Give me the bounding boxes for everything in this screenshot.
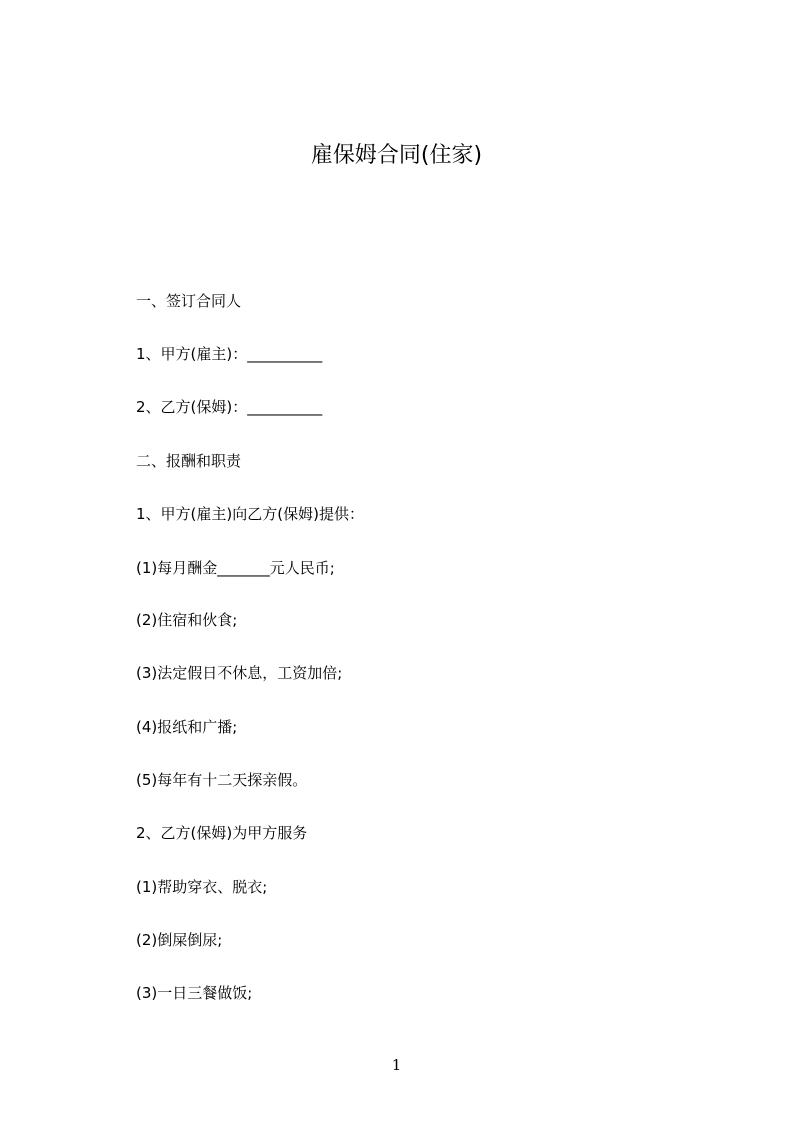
party-a-line: 1、甲方(雇主)：__________ — [136, 345, 323, 363]
list-item-holiday-pay: (3)法定假日不休息，工资加倍; — [136, 664, 343, 682]
list-item-dressing: (1)帮助穿衣、脱衣; — [136, 878, 268, 896]
list-item-room-board: (2)住宿和伙食; — [136, 611, 238, 629]
nanny-services-line: 2、乙方(保姆)为甲方服务 — [136, 824, 308, 842]
list-item-monthly-pay: (1)每月酬金_______元人民币; — [136, 559, 335, 577]
employer-provides-line: 1、甲方(雇主)向乙方(保姆)提供： — [136, 505, 364, 523]
list-item-newspaper-radio: (4)报纸和广播; — [136, 718, 238, 736]
list-item-toileting: (2)倒屎倒尿; — [136, 931, 223, 949]
list-item-home-leave: (5)每年有十二天探亲假。 — [136, 771, 308, 789]
section-heading-pay-duties: 二、报酬和职责 — [136, 452, 242, 470]
party-b-line: 2、乙方(保姆)：__________ — [136, 398, 323, 416]
section-heading-signatories: 一、签订合同人 — [136, 292, 242, 310]
page-number: 1 — [391, 1056, 402, 1074]
document-title: 雇保姆合同(住家) — [310, 143, 483, 168]
list-item-cooking: (3)一日三餐做饭; — [136, 984, 253, 1002]
